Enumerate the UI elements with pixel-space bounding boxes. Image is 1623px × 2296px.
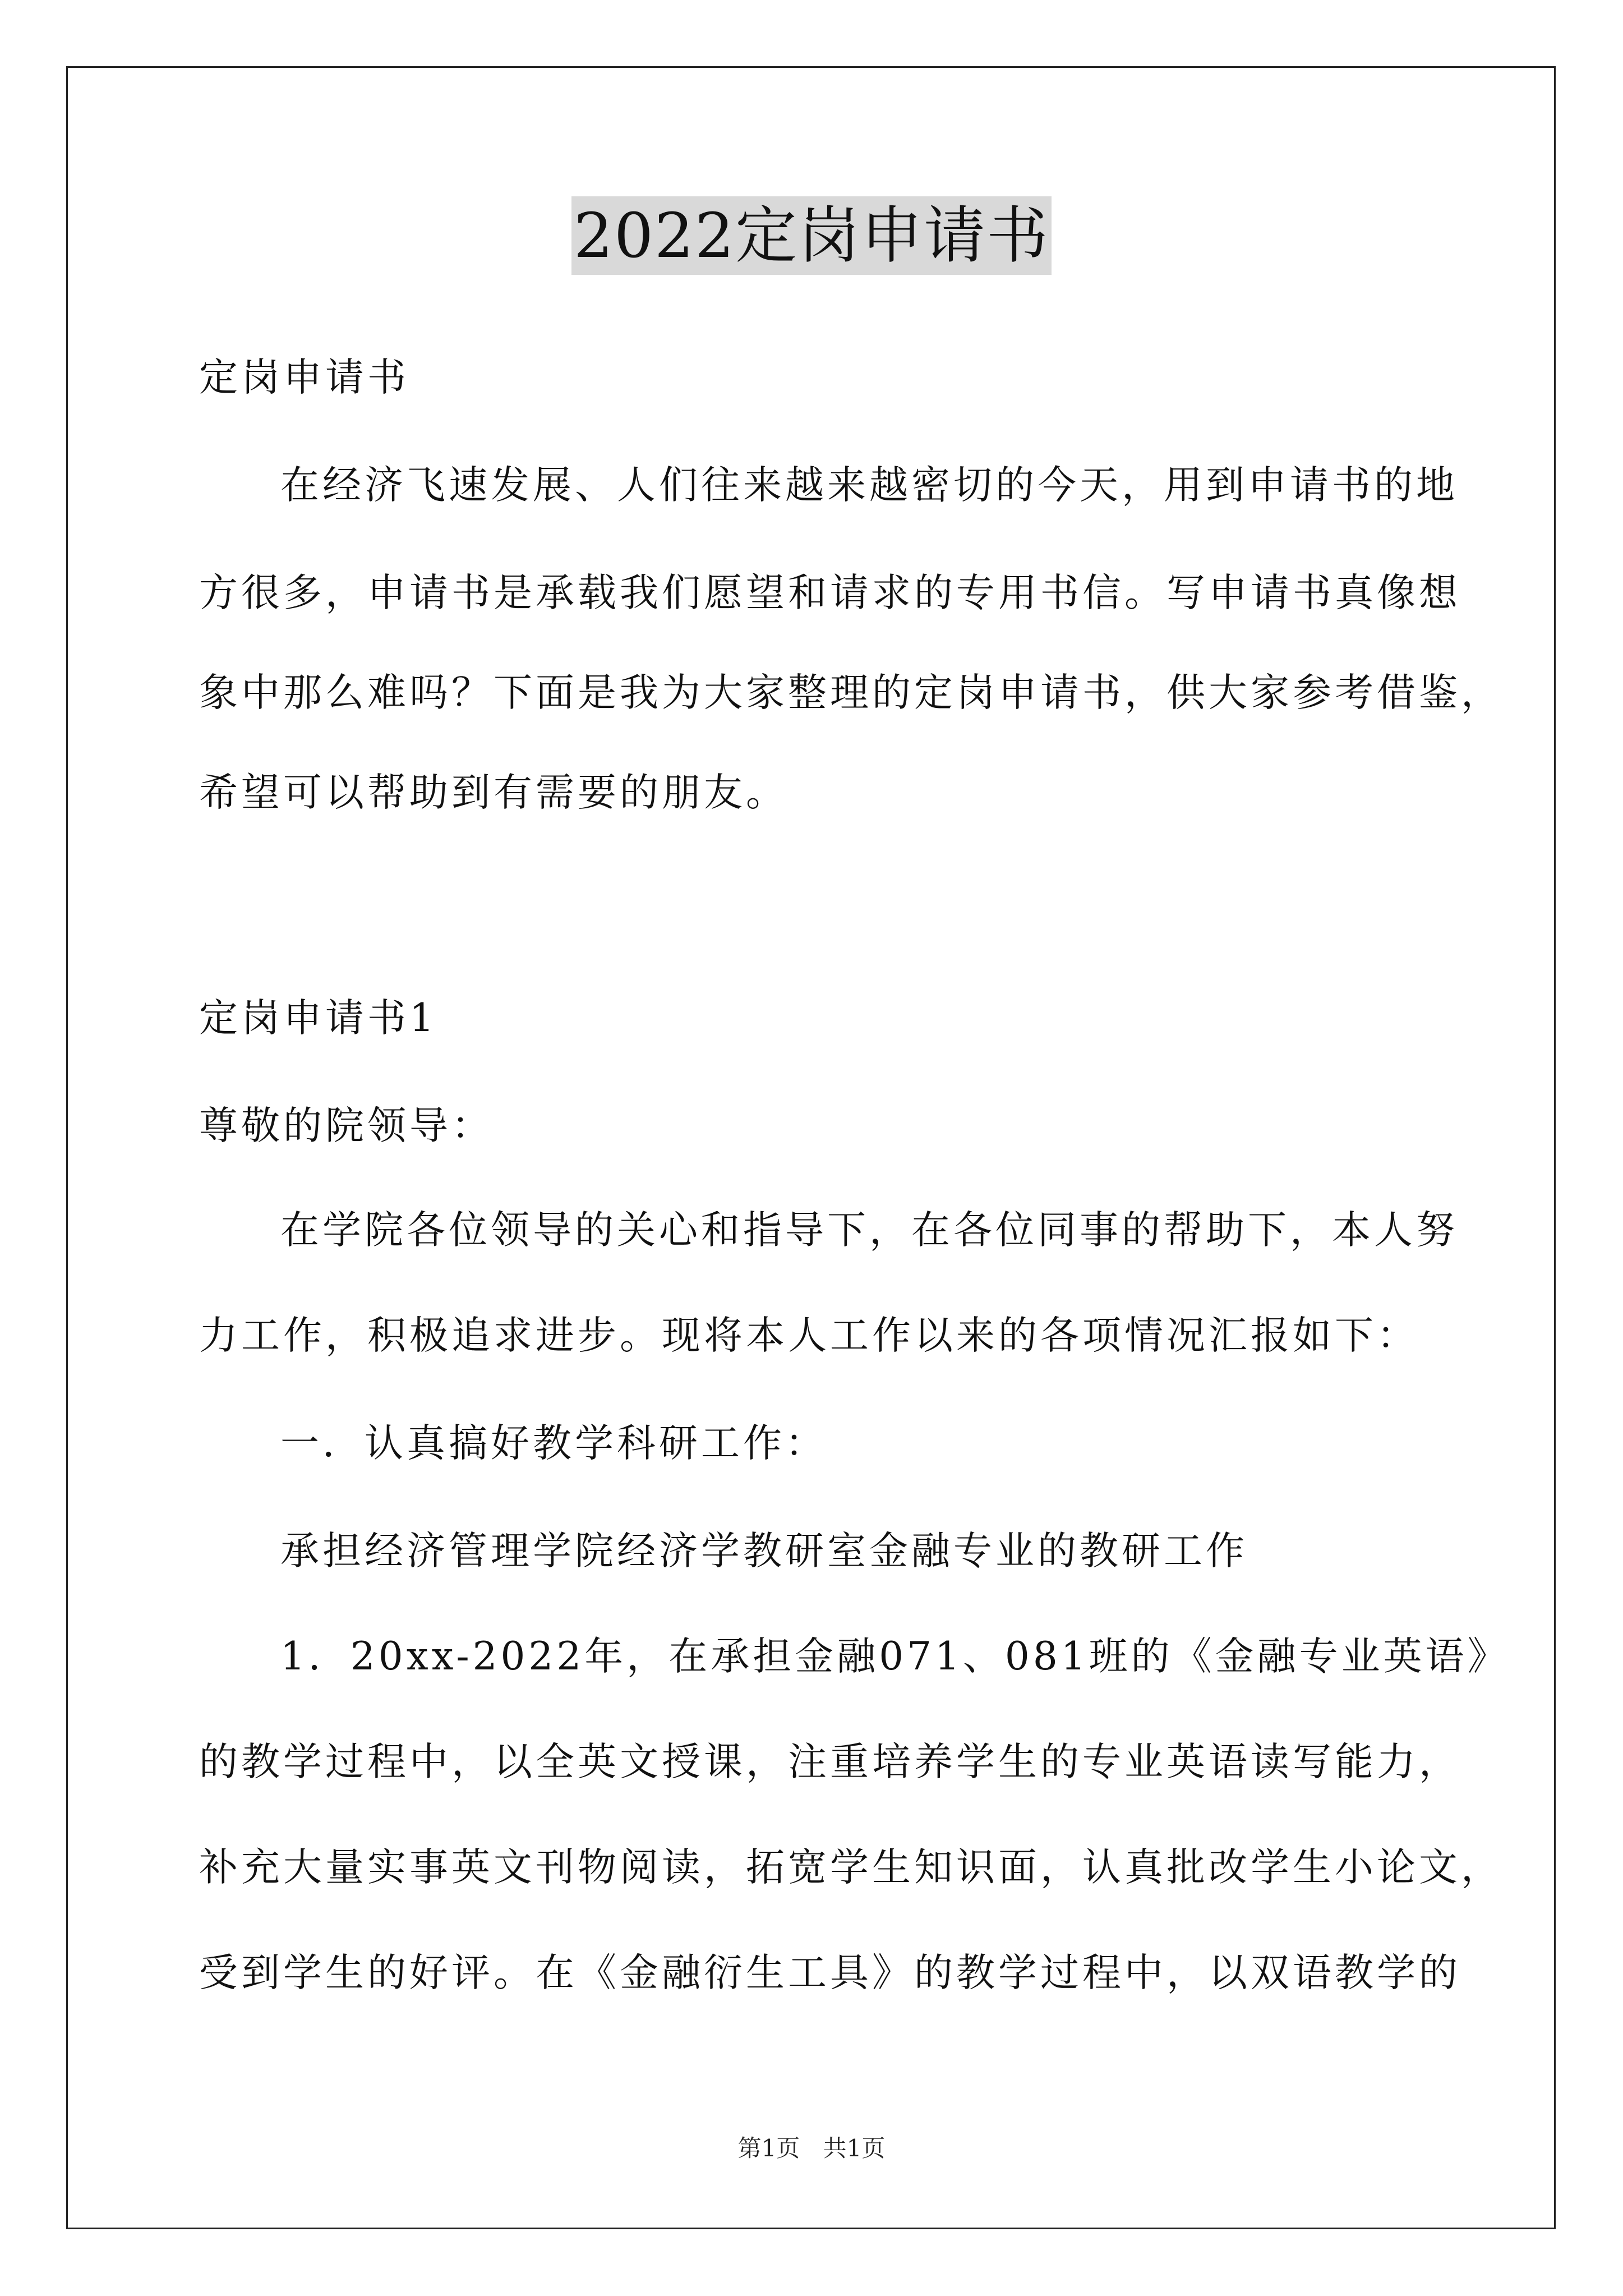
section-heading: 定岗申请书 <box>199 355 409 400</box>
title-container <box>0 196 1623 275</box>
page-footer <box>0 2132 1623 2165</box>
paragraph-line: 承担经济管理学院经济学教研室金融专业的教研工作 <box>280 1529 1248 1573</box>
paragraph-line: 1．20xx-2022年，在承担金融071、081班的《金融专业英语》 <box>280 1634 1510 1679</box>
salutation: 尊敬的院领导： <box>199 1103 494 1148</box>
paragraph-line: 在学院各位领导的关心和指导下，在各位同事的帮助下，本人努 <box>280 1208 1458 1253</box>
section-heading: 定岗申请书1 <box>199 996 437 1041</box>
paragraph-line: 补充大量实事英文刊物阅读，拓宽学生知识面，认真批改学生小论文， <box>199 1845 1503 1890</box>
paragraph-line: 受到学生的好评。在《金融衍生工具》的教学过程中，以双语教学的 <box>199 1950 1461 1995</box>
subheading: 一．认真搞好教学科研工作： <box>280 1421 827 1466</box>
document-title: 2022定岗申请书 <box>571 196 1052 275</box>
paragraph-line: 的教学过程中，以全英文授课，注重培养学生的专业英语读写能力， <box>199 1740 1461 1784</box>
page-number: 第1页 <box>737 2134 800 2162</box>
paragraph-line: 方很多，申请书是承载我们愿望和请求的专用书信。写申请书真像想 <box>199 570 1461 615</box>
paragraph-line: 象中那么难吗？下面是我为大家整理的定岗申请书，供大家参考借鉴， <box>199 670 1503 715</box>
paragraph-line: 希望可以帮助到有需要的朋友。 <box>199 770 788 815</box>
paragraph-line: 力工作，积极追求进步。现将本人工作以来的各项情况汇报如下： <box>199 1313 1419 1358</box>
page-total: 共1页 <box>823 2134 886 2162</box>
paragraph-line: 在经济飞速发展、人们往来越来越密切的今天，用到申请书的地 <box>280 463 1458 508</box>
